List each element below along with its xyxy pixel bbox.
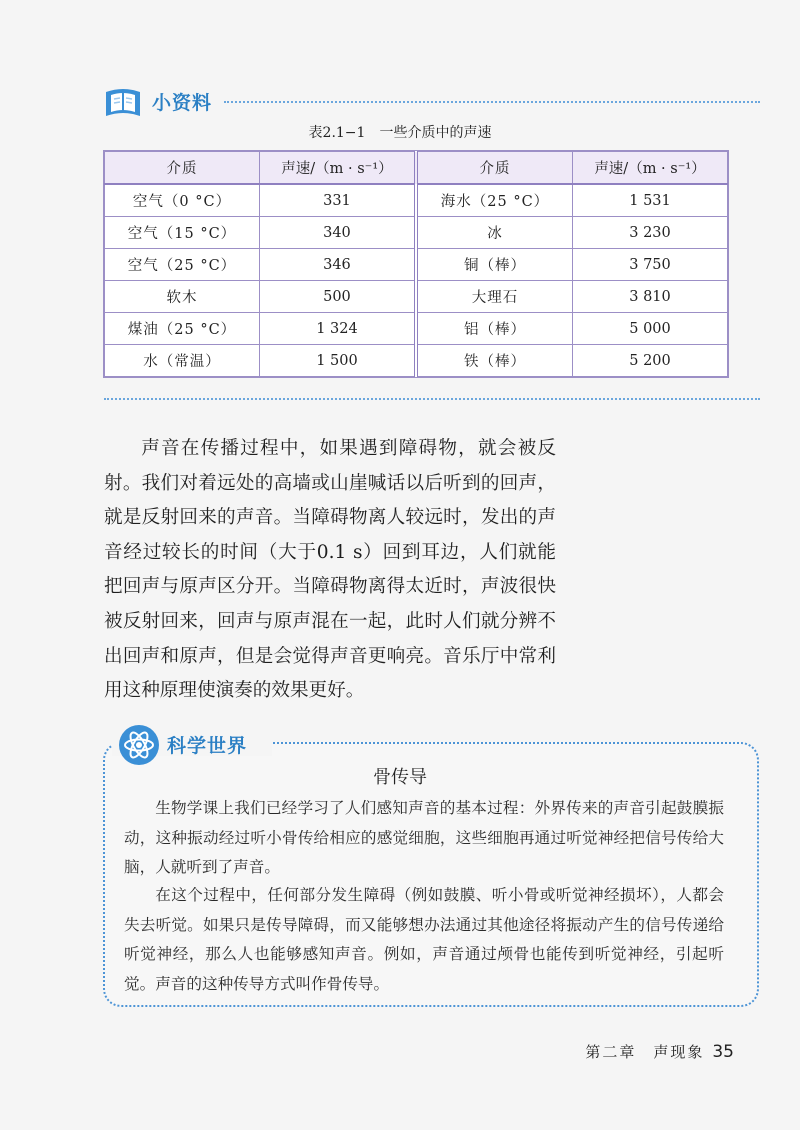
medium-cell: 铝（棒）: [416, 313, 573, 345]
sidebar-box-title: 小资料: [152, 92, 213, 114]
table-row: [105, 249, 728, 281]
page-footer: [585, 1041, 734, 1062]
medium-cell: 冰: [416, 217, 573, 249]
table-header-row: [105, 152, 728, 185]
science-box-heading: 骨传导: [373, 767, 427, 788]
speed-cell: 5 000: [573, 313, 728, 345]
body-paragraph: 声音在传播过程中，如果遇到障碍物，就会被反射。我们对着远处的高墙或山崖喊话以后听到的回声，就是反射回来的声音。当障碍物离人较远时，发出的声音经过较长的时间（大于0.1 s）回到耳边，人们就能把回声与原声区分开。当障碍物离得太近时，声波很快被反射回来，回声与原声混在一起，此时人们就分辨不出回声和原声，但是会觉得声音更响亮。音乐厅中常利用这种原理使演奏的效果更好。: [104, 438, 556, 702]
header-speed: 声速/（m · s⁻¹）: [259, 152, 415, 185]
medium-cell: 海水（25 °C）: [416, 184, 573, 217]
science-paragraph: 在这个过程中，任何部分发生障碍（例如鼓膜、听小骨或听觉神经损坏），人都会失去听觉。如果只是传导障碍，而又能够想办法通过其他途径将振动产生的信号传递给听觉神经，那么人也能够感知声音。例如，声音通过颅骨也能传到听觉神经，引起听觉。声音的这种传导方式叫作骨传导。: [124, 886, 724, 993]
table-row: [105, 313, 728, 345]
speed-cell: 3 750: [573, 249, 728, 281]
medium-cell: 煤油（25 °C）: [105, 313, 260, 345]
medium-cell: 铁（棒）: [416, 345, 573, 377]
book-icon: [103, 86, 143, 120]
medium-cell: 空气（0 °C）: [105, 184, 260, 217]
table-caption: 表2.1−1 一些介质中的声速: [308, 125, 492, 141]
page-number: 35: [712, 1042, 734, 1062]
speed-cell: 1 324: [259, 313, 415, 345]
sound-speed-table: [104, 151, 728, 377]
medium-cell: 空气（25 °C）: [105, 249, 260, 281]
science-paragraph: 生物学课上我们已经学习了人们感知声音的基本过程：外界传来的声音引起鼓膜振动，这种振动经过听小骨传给相应的感觉细胞，这些细胞再通过听觉神经把信号传给大脑，人就听到了声音。: [124, 799, 724, 876]
dotted-divider: [104, 398, 760, 400]
speed-cell: 340: [259, 217, 415, 249]
table-row: [105, 184, 728, 217]
speed-cell: 331: [259, 184, 415, 217]
science-box-title: 科学世界: [167, 735, 248, 757]
chapter-label: 第二章 声现象: [585, 1043, 705, 1061]
speed-cell: 3 230: [573, 217, 728, 249]
table-row: [105, 217, 728, 249]
header-medium: 介质: [105, 152, 260, 185]
speed-cell: 1 531: [573, 184, 728, 217]
atom-icon: [118, 724, 160, 766]
medium-cell: 空气（15 °C）: [105, 217, 260, 249]
table-row: [105, 345, 728, 377]
speed-cell: 346: [259, 249, 415, 281]
speed-cell: 1 500: [259, 345, 415, 377]
speed-cell: 500: [259, 281, 415, 313]
speed-cell: 3 810: [573, 281, 728, 313]
medium-cell: 铜（棒）: [416, 249, 573, 281]
medium-cell: 水（常温）: [105, 345, 260, 377]
speed-cell: 5 200: [573, 345, 728, 377]
medium-cell: 大理石: [416, 281, 573, 313]
header-speed: 声速/（m · s⁻¹）: [573, 152, 728, 185]
medium-cell: 软木: [105, 281, 260, 313]
dotted-divider: [224, 101, 760, 103]
table-row: [105, 281, 728, 313]
header-medium: 介质: [416, 152, 573, 185]
